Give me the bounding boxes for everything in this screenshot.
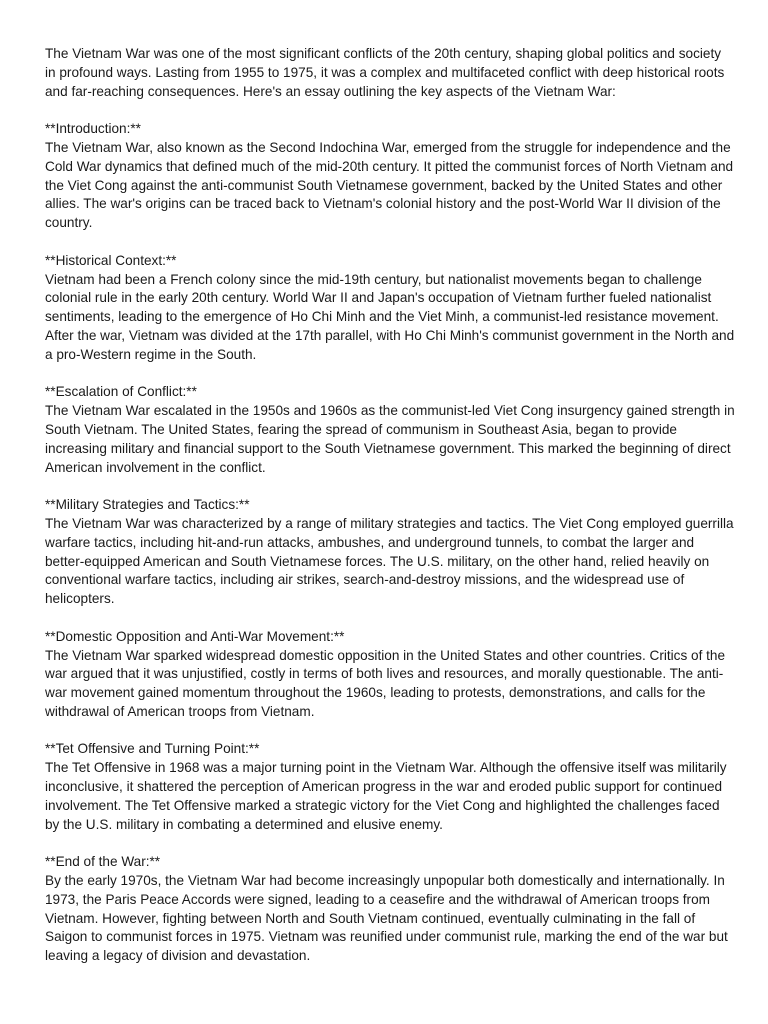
section-body: The Tet Offensive in 1968 was a major turning point in the Vietnam War. Although the offensive itself was militarily inconclusive, it shattered the perception of American progress in the war and eroded public support for continued involvement. The Tet Offensive marked a strategic victory for the Viet Cong and highlighted the challenges faced by the U.S. military in combating a determined and elusive enemy. <box>45 760 727 832</box>
section-introduction <box>45 120 735 233</box>
section-heading: **Tet Offensive and Turning Point:** <box>45 741 260 757</box>
section-body: The Vietnam War sparked widespread domestic opposition in the United States and other countries. Critics of the war argued that it was unjustified, costly in terms of both lives and resources, and morally questionable. The anti-war movement gained momentum throughout the 1960s, leading to protests, demonstrations, and calls for the withdrawal of American troops from Vietnam. <box>45 647 726 719</box>
document-page <box>45 45 735 985</box>
section-escalation <box>45 383 735 477</box>
section-historical-context <box>45 252 735 365</box>
section-military-strategies <box>45 496 735 609</box>
intro-paragraph: The Vietnam War was one of the most significant conflicts of the 20th century, shaping global politics and society in profound ways. Lasting from 1955 to 1975, it was a complex and multifaceted conflict with deep historical roots and far-reaching consequences. Here's an essay outlining the key aspects of the Vietnam War: <box>45 46 725 99</box>
section-end-of-war <box>45 853 735 966</box>
section-tet-offensive <box>45 740 735 834</box>
section-heading: **Military Strategies and Tactics:** <box>45 497 250 513</box>
section-heading: **Domestic Opposition and Anti-War Movement:** <box>45 628 345 644</box>
section-heading: **Historical Context:** <box>45 252 177 268</box>
section-body: Vietnam had been a French colony since the mid-19th century, but nationalist movements began to challenge colonial rule in the early 20th century. World War II and Japan's occupation of Vietnam further fueled nationalist sentiments, leading to the emergence of Ho Chi Minh and the Viet Minh, a communist-led resistance movement. After the war, Vietnam was divided at the 17th parallel, with Ho Chi Minh's communist government in the North and a pro-Western regime in the South. <box>45 271 735 362</box>
section-body: The Vietnam War escalated in the 1950s and 1960s as the communist-led Viet Cong insurgency gained strength in South Vietnam. The United States, fearing the spread of communism in Southeast Asia, began to provide increasing military and financial support to the South Vietnamese government. This marked the beginning of direct American involvement in the conflict. <box>45 403 735 475</box>
section-body: By the early 1970s, the Vietnam War had become increasingly unpopular both domestically and internationally. In 1973, the Paris Peace Accords were signed, leading to a ceasefire and the withdrawal of American troops from Vietnam. However, fighting between North and South Vietnam continued, eventually culminating in the fall of Saigon to communist forces in 1975. Vietnam was reunified under communist rule, marking the end of the war but leaving a legacy of division and devastation. <box>45 873 728 964</box>
section-domestic-opposition <box>45 628 735 722</box>
section-body: The Vietnam War, also known as the Second Indochina War, emerged from the struggle for independence and the Cold War dynamics that defined much of the mid-20th century. It pitted the communist forces of North Vietnam and the Viet Cong against the anti-communist South Vietnamese government, backed by the United States and other allies. The war's origins can be traced back to Vietnam's colonial history and the post-World War II division of the country. <box>45 139 734 231</box>
section-heading: **End of the War:** <box>45 854 161 870</box>
section-heading: **Introduction:** <box>45 121 141 137</box>
section-heading: **Escalation of Conflict:** <box>45 384 197 400</box>
section-body: The Vietnam War was characterized by a range of military strategies and tactics. The Viet Cong employed guerrilla warfare tactics, including hit-and-run attacks, ambushes, and underground tunnels, to combat the larger and better-equipped American and South Vietnamese forces. The U.S. military, on the other hand, relied heavily on conventional warfare tactics, including air strikes, search-and-destroy missions, and the widespread use of helicopters. <box>45 515 734 607</box>
